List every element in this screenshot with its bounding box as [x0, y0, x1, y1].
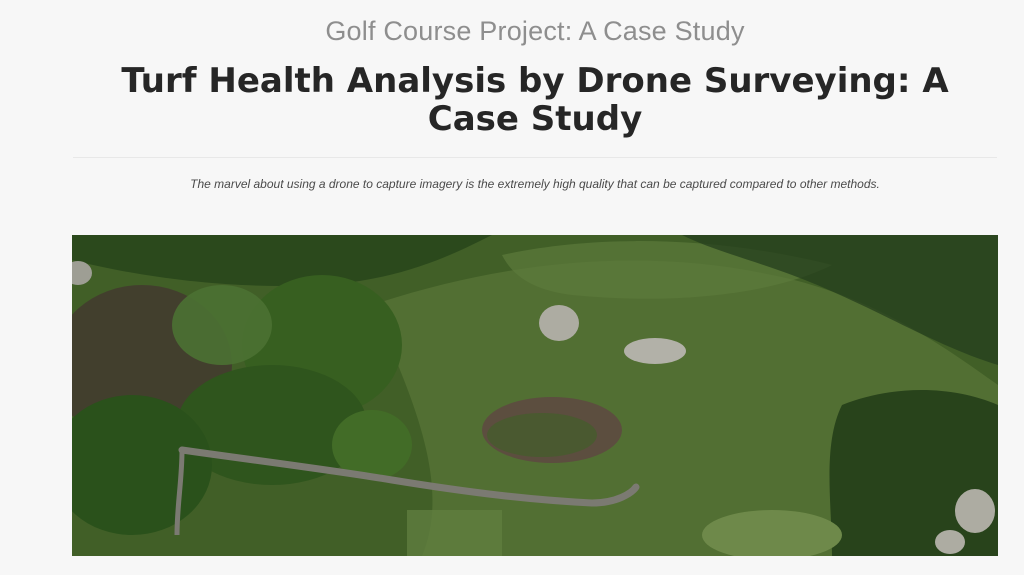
aerial-golf-course-photo — [72, 235, 998, 556]
photo-shade — [72, 235, 998, 556]
title-divider — [73, 157, 997, 158]
article-title: Turf Health Analysis by Drone Surveying: A Case Study — [121, 61, 949, 139]
hero-image — [72, 235, 998, 556]
article-kicker: Golf Course Project: A Case Study — [325, 16, 745, 46]
article-lede: The marvel about using a drone to capture imagery is the extremely high quality that can be captured compared to other methods. — [190, 177, 880, 191]
